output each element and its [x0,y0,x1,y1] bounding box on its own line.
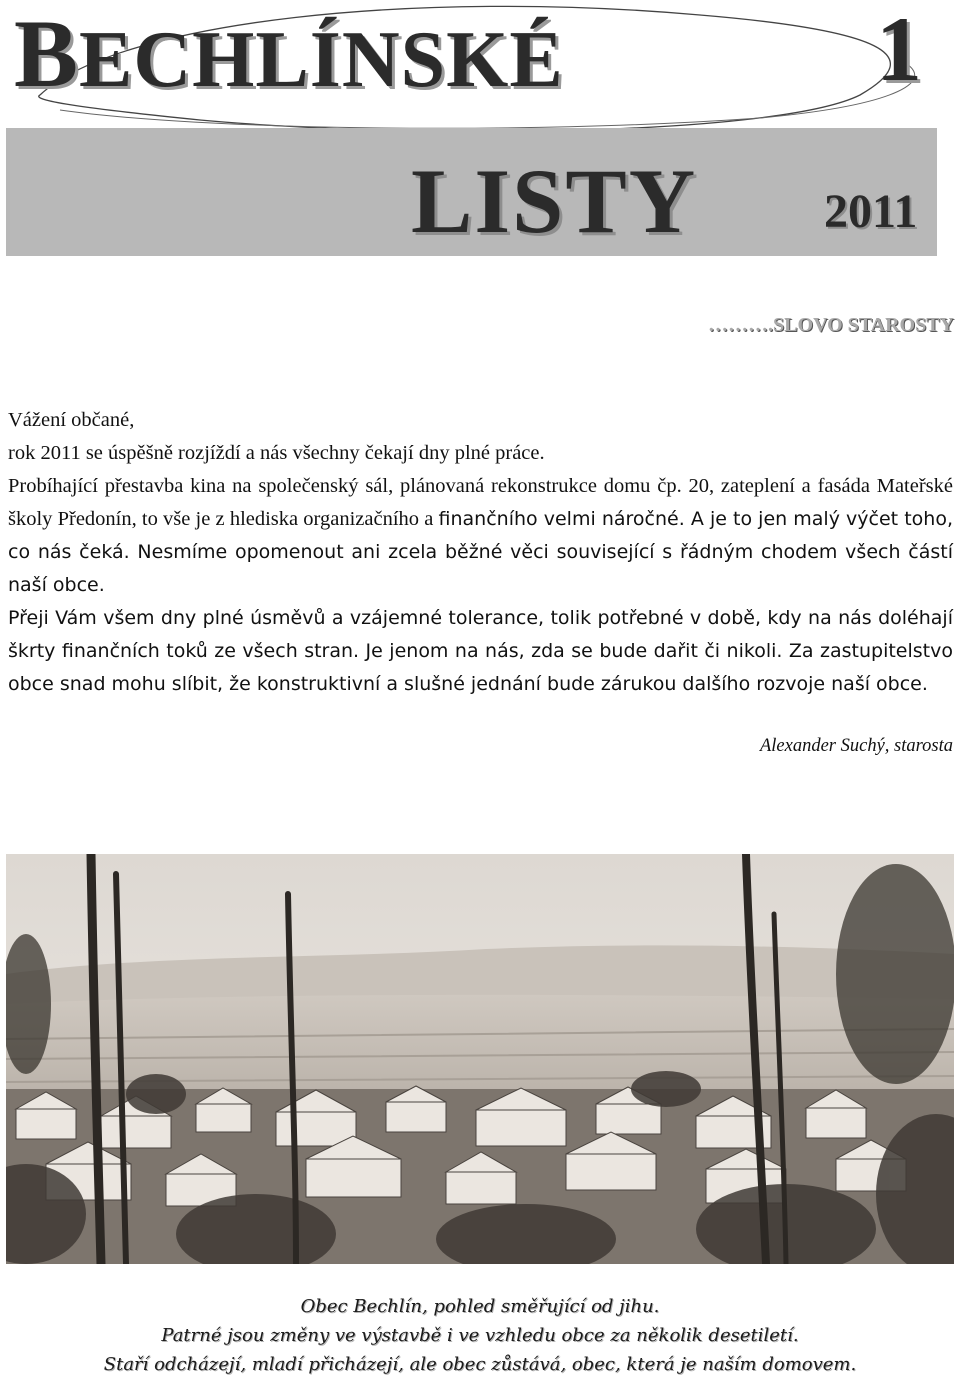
letter-paragraph-1-serif: Probíhající přestavba kina na společenský sál, plánovaná rekonstrukce domu čp. 20, zateplení a fasáda Mateřské školy Předonín, to vše je z hlediska organizačního a [8,475,953,530]
masthead-title [14,0,564,109]
masthead-year: 2011 [824,185,918,238]
issue-number: 1 [876,0,922,100]
photo-caption-line-3: Staří odcházejí, mladí přicházejí, ale obec zůstává, obec, která je naším domovem. [103,1354,857,1375]
letter-paragraph-1-sans: finančního velmi náročné. A je to jen malý výčet toho, co nás čeká. Nesmíme opomenout ani zcela běžné věci související s řádným chodem všech částí naší obce. [8,508,953,596]
letter-signature: Alexander Suchý, starosta [759,736,953,756]
section-label: ……….SLOVO STAROSTY [708,314,954,336]
photo-caption-line-2: Patrné jsou změny ve výstavbě i ve vzhledu obce za několik desetiletí. [161,1325,799,1346]
letter-paragraph-1 [8,470,953,602]
photo-caption-line-1: Obec Bechlín, pohled směřující od jihu. [300,1296,660,1317]
letter-line1: rok 2011 se úspěšně rozjíždí a nás všechny čekají dny plné práce. [8,442,545,464]
letter-paragraph-2: Přeji Vám všem dny plné úsměvů a vzájemné tolerance, tolik potřebné v době, kdy na nás doléhají škrty finančních toků ze všech stran. Je jenom na nás, zda se bude dařit či nikoli. Za zastupitelstvo obce snad mohu slíbit, že konstruktivní a slušné jednání bude zárukou dalšího rozvoje naší obce. [8,607,953,695]
masthead-title-rest: ECHLÍNSKÉ [79,16,564,104]
letter-salutation: Vážení občané, [8,409,135,431]
masthead-title-initial: B [14,0,80,107]
mayor-letter [8,404,953,701]
masthead-title-second: LISTY [411,150,698,252]
village-photo-image [6,854,954,1264]
village-photo [6,854,954,1264]
